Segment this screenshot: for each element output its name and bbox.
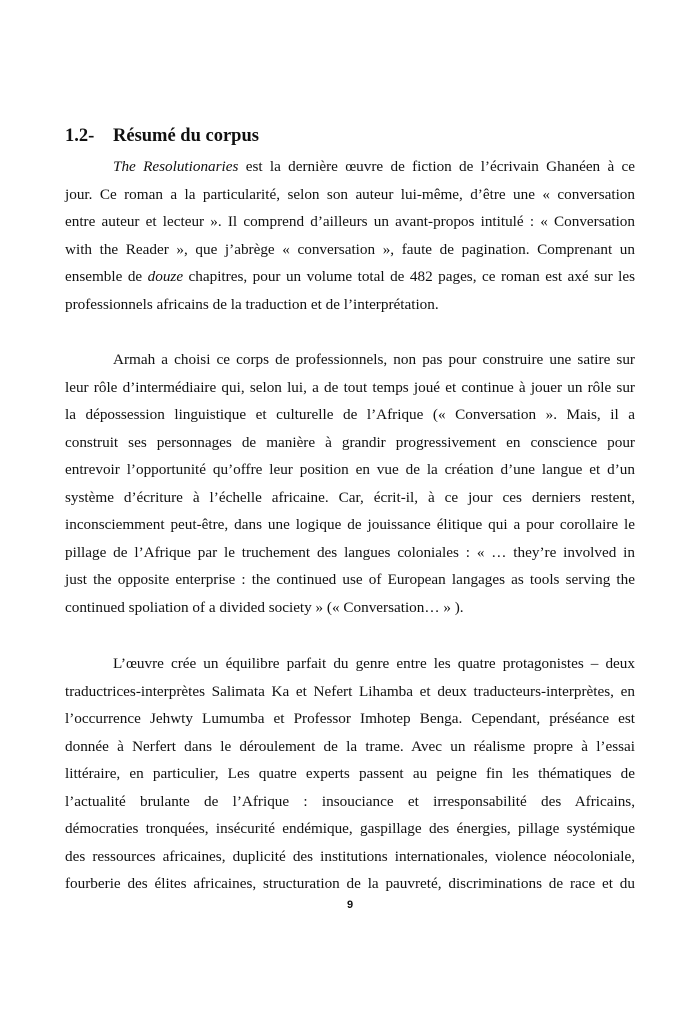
- text-line: [65, 566, 635, 594]
- text-segment: démocraties tronquées, insécurité endémique, gaspillage des énergies, pillage systémique: [65, 820, 635, 837]
- text-segment: pillage de l’Afrique par le truchement des langues coloniales : « … they’re involved in: [65, 543, 635, 561]
- text-line: [65, 153, 635, 181]
- text-line: [65, 678, 635, 706]
- section-title: Résumé du corpus: [113, 126, 259, 146]
- text-segment: l’actualité brulante de l’Afrique : insouciance et irresponsabilité des Africains,: [65, 792, 635, 810]
- text-line: [65, 788, 635, 816]
- text-segment: leur rôle d’intermédiaire qui, selon lui, a de tout temps joué et continue à jouer un rôle sur: [65, 378, 635, 396]
- text-segment: construit ses personnages de manière à grandir progressivement en conscience pour: [65, 433, 635, 451]
- text-segment: donnée à Nerfert dans le déroulement de la trame. Avec un réalisme propre à l’essai: [65, 737, 635, 755]
- text-segment: just the opposite enterprise : the continued use of European langages as tools serving the: [65, 571, 635, 588]
- paragraph-armah-choice: [65, 346, 635, 621]
- paragraph-summary-intro: [65, 153, 635, 318]
- text-line: [65, 733, 635, 761]
- text-line: [65, 705, 635, 733]
- text-segment: littéraire, en particulier, Les quatre experts passent au peigne fin les thématiques de: [65, 765, 635, 782]
- text-segment: système d’écriture à l’échelle africaine. Car, écrit-il, à ce jour ces derniers restent,: [65, 488, 635, 506]
- text-segment: est la dernière œuvre de fiction de l’écrivain Ghanéen à ce: [238, 158, 635, 175]
- text-segment: la dépossession linguistique et culturelle de l’Afrique (« Conversation ». Mais, il a: [65, 406, 635, 423]
- text-line: [65, 291, 635, 319]
- text-line: [65, 484, 635, 512]
- text-line: [65, 429, 635, 457]
- text-line: [65, 236, 635, 264]
- text-line: [65, 815, 635, 843]
- text-segment: continued spoliation of a divided society » (« Conversation… » ).: [65, 598, 464, 616]
- text-segment: L’œuvre crée un équilibre parfait du genre entre les quatre protagonistes – deux: [113, 655, 635, 672]
- italic-text: The Resolutionaries: [113, 158, 239, 175]
- text-segment: entrevoir l’opportunité qu’offre leur position en vue de la création d’une langue et d’un: [65, 461, 635, 478]
- text-segment: professionnels africains de la traduction et de l’interprétation.: [65, 295, 439, 313]
- page-number: 9: [346, 899, 354, 911]
- text-segment: chapitres, pour un volume total de 482 pages, ce roman est axé sur les: [183, 268, 635, 285]
- text-line: [65, 263, 635, 291]
- text-line: [65, 760, 635, 788]
- text-line: [65, 511, 635, 539]
- text-line: [65, 843, 635, 871]
- text-line: [65, 870, 635, 898]
- section-number: 1.2-: [65, 126, 95, 146]
- text-line: [65, 181, 635, 209]
- text-segment: fourberie des élites africaines, structuration de la pauvreté, discriminations de race et du: [65, 875, 635, 892]
- text-segment: entre auteur et lecteur ». Il comprend d’ailleurs un avant-propos intitulé : « Conversation: [65, 213, 635, 230]
- text-segment: Armah a choisi ce corps de professionnels, non pas pour construire une satire sur: [113, 351, 635, 368]
- italic-text: douze: [147, 268, 184, 285]
- paragraph-protagonists: [65, 650, 635, 898]
- text-segment: l’occurrence Jehwty Lumumba et Professor Imhotep Benga. Cependant, préséance est: [65, 710, 635, 727]
- text-line: [65, 346, 635, 374]
- text-line: [65, 374, 635, 402]
- text-segment: des ressources africaines, duplicité des institutions internationales, violence néocoloniale,: [65, 847, 635, 865]
- text-line: [65, 594, 635, 622]
- text-segment: with the Reader », que j’abrège « conversation », faute de pagination. Comprenant un: [65, 240, 635, 258]
- text-line: [65, 208, 635, 236]
- section-heading: [65, 126, 259, 147]
- text-line: [65, 539, 635, 567]
- text-segment: inconsciemment peut-être, dans une logique de jouissance élitique qui a pour corollaire le: [65, 516, 635, 533]
- text-segment: jour. Ce roman a la particularité, selon son auteur lui-même, d’être une « conversation: [65, 185, 635, 203]
- text-line: [65, 650, 635, 678]
- text-line: [65, 401, 635, 429]
- text-line: [65, 456, 635, 484]
- text-segment: traductrices-interprètes Salimata Ka et Nefert Lihamba et deux traducteurs-interprètes, en: [65, 682, 635, 700]
- text-segment: ensemble de: [65, 268, 148, 285]
